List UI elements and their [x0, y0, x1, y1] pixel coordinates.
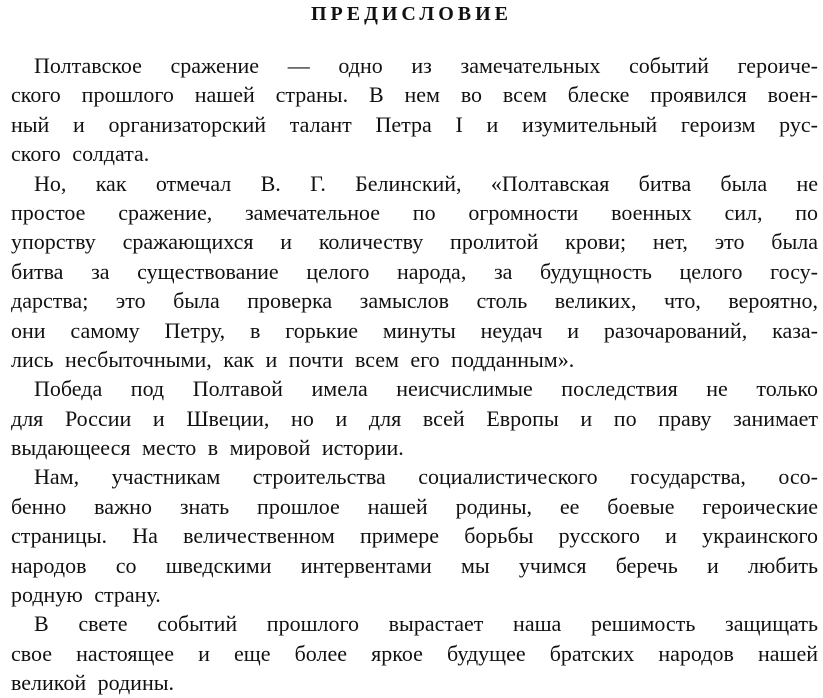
- paragraph-4-line-2: бенно важно знать прошлое нашей родины, ее боевые героические: [11, 493, 818, 519]
- paragraph-4-line-3: страницы. На величественном примере борьбы русского и украинского: [11, 523, 818, 549]
- paragraph-2-line-7: лись несбыточными, как и почти всем его подданным».: [11, 346, 575, 372]
- paragraph-2-line-1: Но, как отмечал В. Г. Белинский, «Полтавская битва была не: [34, 170, 818, 196]
- paragraph-3-line-2: для России и Швеции, но и для всей Европы и по праву занимает: [11, 405, 818, 431]
- paragraph-2-line-3: упорству сражающихся и количеству пролитой крови; нет, это была: [11, 229, 818, 255]
- paragraph-3-line-3: выдающееся место в мировой истории.: [11, 435, 404, 461]
- paragraph-4-line-4: народов со шведскими интервентами мы учимся беречь и любить: [11, 552, 818, 578]
- paragraph-2-line-5: дарства; это была проверка замыслов столь великих, что, вероятно,: [11, 288, 818, 314]
- paragraph-3-line-1: Победа под Полтавой имела неисчислимые последствия не только: [34, 376, 818, 402]
- paragraph-2-line-4: битва за существование целого народа, за будущность целого госу-: [11, 258, 818, 284]
- paragraph-4-line-1: Нам, участникам строительства социалистического государства, осо-: [34, 464, 818, 490]
- paragraph-5-line-3: великой родины.: [11, 670, 175, 696]
- document-title: ПРЕДИСЛОВИЕ: [310, 3, 513, 25]
- paragraph-2-line-2: простое сражение, замечательное по огромности военных сил, по: [11, 199, 818, 225]
- paragraph-5-line-2: свое настоящее и еще более яркое будущее братских народов нашей: [11, 640, 818, 666]
- paragraph-1-line-4: ского солдата.: [11, 141, 150, 167]
- paragraph-1-line-1: Полтавское сражение — одно из замечательных событий героиче-: [34, 53, 818, 78]
- paragraph-1-line-2: ского прошлого нашей страны. В нем во всем блеске проявился воен-: [11, 82, 818, 108]
- paragraph-4-line-5: родную страну.: [11, 582, 161, 608]
- document-body: [11, 51, 818, 698]
- paragraph-5-line-1: В свете событий прошлого вырастает наша решимость защищать: [34, 611, 818, 637]
- paragraph-1-line-3: ный и организаторский талант Петра I и изумительный героизм рус-: [11, 111, 818, 137]
- paragraph-2-line-6: они самому Петру, в горькие минуты неудач и разочарований, каза-: [11, 317, 818, 343]
